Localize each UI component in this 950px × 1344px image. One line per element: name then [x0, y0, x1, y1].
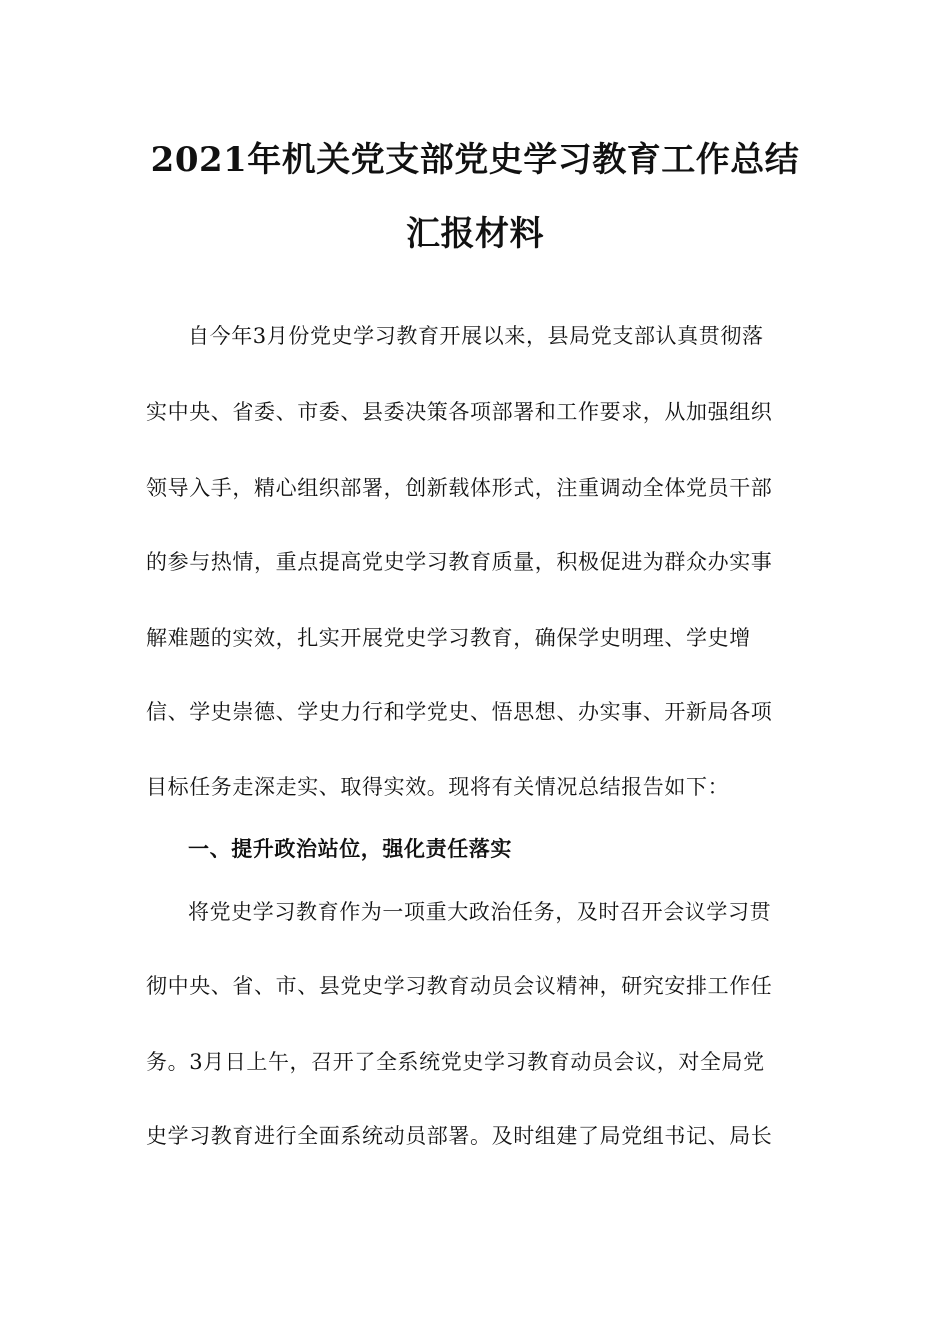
paragraph-line: 彻中央、省、市、县党史学习教育动员会议精神，研究安排工作任 [146, 974, 773, 998]
paragraph-line: 自今年3月份党史学习教育开展以来，县局党支部认真贯彻落 [188, 324, 764, 348]
paragraph-line: 解难题的实效，扎实开展党史学习教育，确保学史明理、学史增 [146, 626, 751, 650]
paragraph-line: 目标任务走深走实、取得实效。现将有关情况总结报告如下： [146, 775, 730, 799]
paragraph-line: 实中央、省委、市委、县委决策各项部署和工作要求，从加强组织 [146, 400, 773, 424]
document-title-line-2: 汇报材料 [406, 214, 544, 254]
paragraph-line: 信、学史崇德、学史力行和学党史、悟思想、办实事、开新局各项 [146, 700, 773, 724]
section-heading: 一、提升政治站位，强化责任落实 [188, 836, 512, 861]
paragraph-line: 领导入手，精心组织部署，创新载体形式，注重调动全体党员干部 [146, 476, 773, 500]
paragraph-line: 务。3月日上午，召开了全系统党史学习教育动员会议，对全局党 [146, 1050, 765, 1074]
document-title-line-1: 2021年机关党支部党史学习教育工作总结 [150, 140, 800, 180]
paragraph-line: 史学习教育进行全面系统动员部署。及时组建了局党组书记、局长 [146, 1124, 773, 1148]
paragraph-line: 的参与热情，重点提高党史学习教育质量，积极促进为群众办实事 [146, 550, 773, 574]
paragraph-line: 将党史学习教育作为一项重大政治任务，及时召开会议学习贯 [188, 900, 772, 924]
